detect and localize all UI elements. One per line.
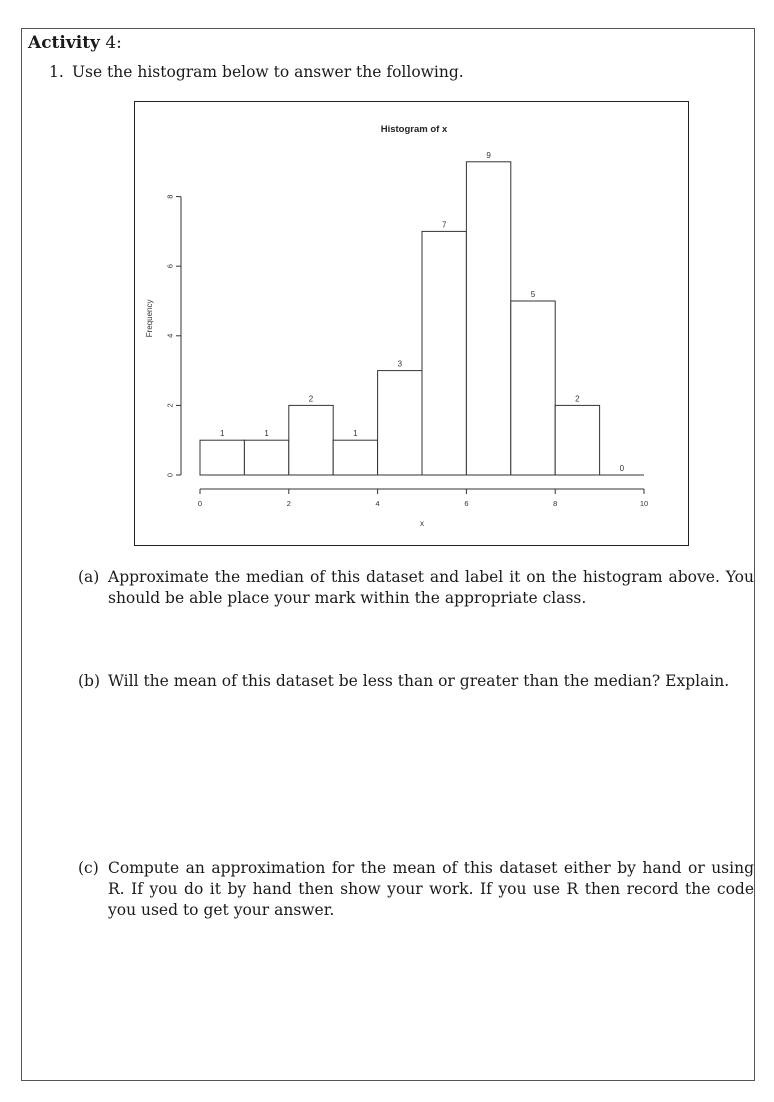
question-c	[78, 858, 754, 921]
question-a-label: (a)	[78, 568, 100, 586]
bar-value-label-4: 1	[353, 429, 358, 439]
histogram-bar-5	[378, 371, 422, 475]
y-axis-label: Frequency	[145, 299, 154, 338]
bar-value-label-8: 5	[530, 290, 536, 299]
histogram-bar-2	[244, 440, 288, 475]
bar-value-label-1: 1	[219, 429, 225, 439]
x-tick-label-10: 10	[639, 499, 649, 508]
histogram-bar-1	[200, 440, 244, 475]
y-tick-label-2: 2	[165, 403, 175, 408]
x-tick-label-8: 8	[553, 499, 558, 508]
activity-sheet	[21, 28, 755, 1081]
bar-value-label-7: 9	[486, 150, 491, 160]
x-tick-label-4: 4	[375, 499, 380, 508]
y-tick-label-6: 6	[165, 264, 175, 269]
activity-title	[28, 33, 122, 53]
task-item	[49, 63, 464, 81]
x-tick-label-0: 0	[197, 499, 203, 508]
chart-title: Histogram of x	[380, 124, 448, 135]
y-tick-label-0: 0	[165, 472, 175, 478]
question-a	[78, 567, 754, 609]
task-text: Use the histogram below to answer the following.	[71, 63, 464, 81]
bar-value-label-9: 2	[575, 394, 580, 404]
x-tick-label-2: 2	[286, 499, 291, 508]
question-a-text: Approximate the median of this dataset and label it on the histogram above. You should be able place your mark within the appropriate class.	[108, 568, 754, 607]
histogram-bar-3	[289, 405, 333, 475]
histogram-figure	[134, 101, 689, 546]
activity-number: 4:	[105, 33, 122, 53]
histogram-bar-7	[466, 162, 510, 475]
question-b	[78, 671, 754, 692]
activity-title-word: Activity	[28, 33, 100, 53]
bar-value-label-10: 0	[619, 464, 625, 473]
bar-value-label-5: 3	[397, 359, 403, 369]
y-tick-label-4: 4	[165, 333, 175, 338]
y-tick-label-8: 8	[165, 194, 175, 199]
histogram-bar-6	[422, 231, 466, 475]
question-b-label: (b)	[78, 672, 101, 690]
question-c-text: Compute an approximation for the mean of this dataset either by hand or using R. If you do it by hand then show your work. If you use R then record the code you used to get your answer.	[108, 859, 754, 919]
x-axis-label: x	[420, 519, 424, 528]
task-number: 1.	[49, 63, 64, 81]
histogram-bar-8	[511, 301, 555, 475]
bar-value-label-6: 7	[441, 220, 447, 230]
question-c-label: (c)	[78, 859, 99, 877]
histogram-chart	[135, 102, 688, 545]
bar-value-label-3: 2	[308, 394, 314, 404]
histogram-bar-9	[555, 405, 599, 475]
question-b-text: Will the mean of this dataset be less than or greater than the median? Explain.	[108, 672, 730, 690]
histogram-bar-4	[333, 440, 377, 475]
x-tick-label-6: 6	[464, 499, 469, 508]
bar-value-label-2: 1	[264, 429, 269, 439]
